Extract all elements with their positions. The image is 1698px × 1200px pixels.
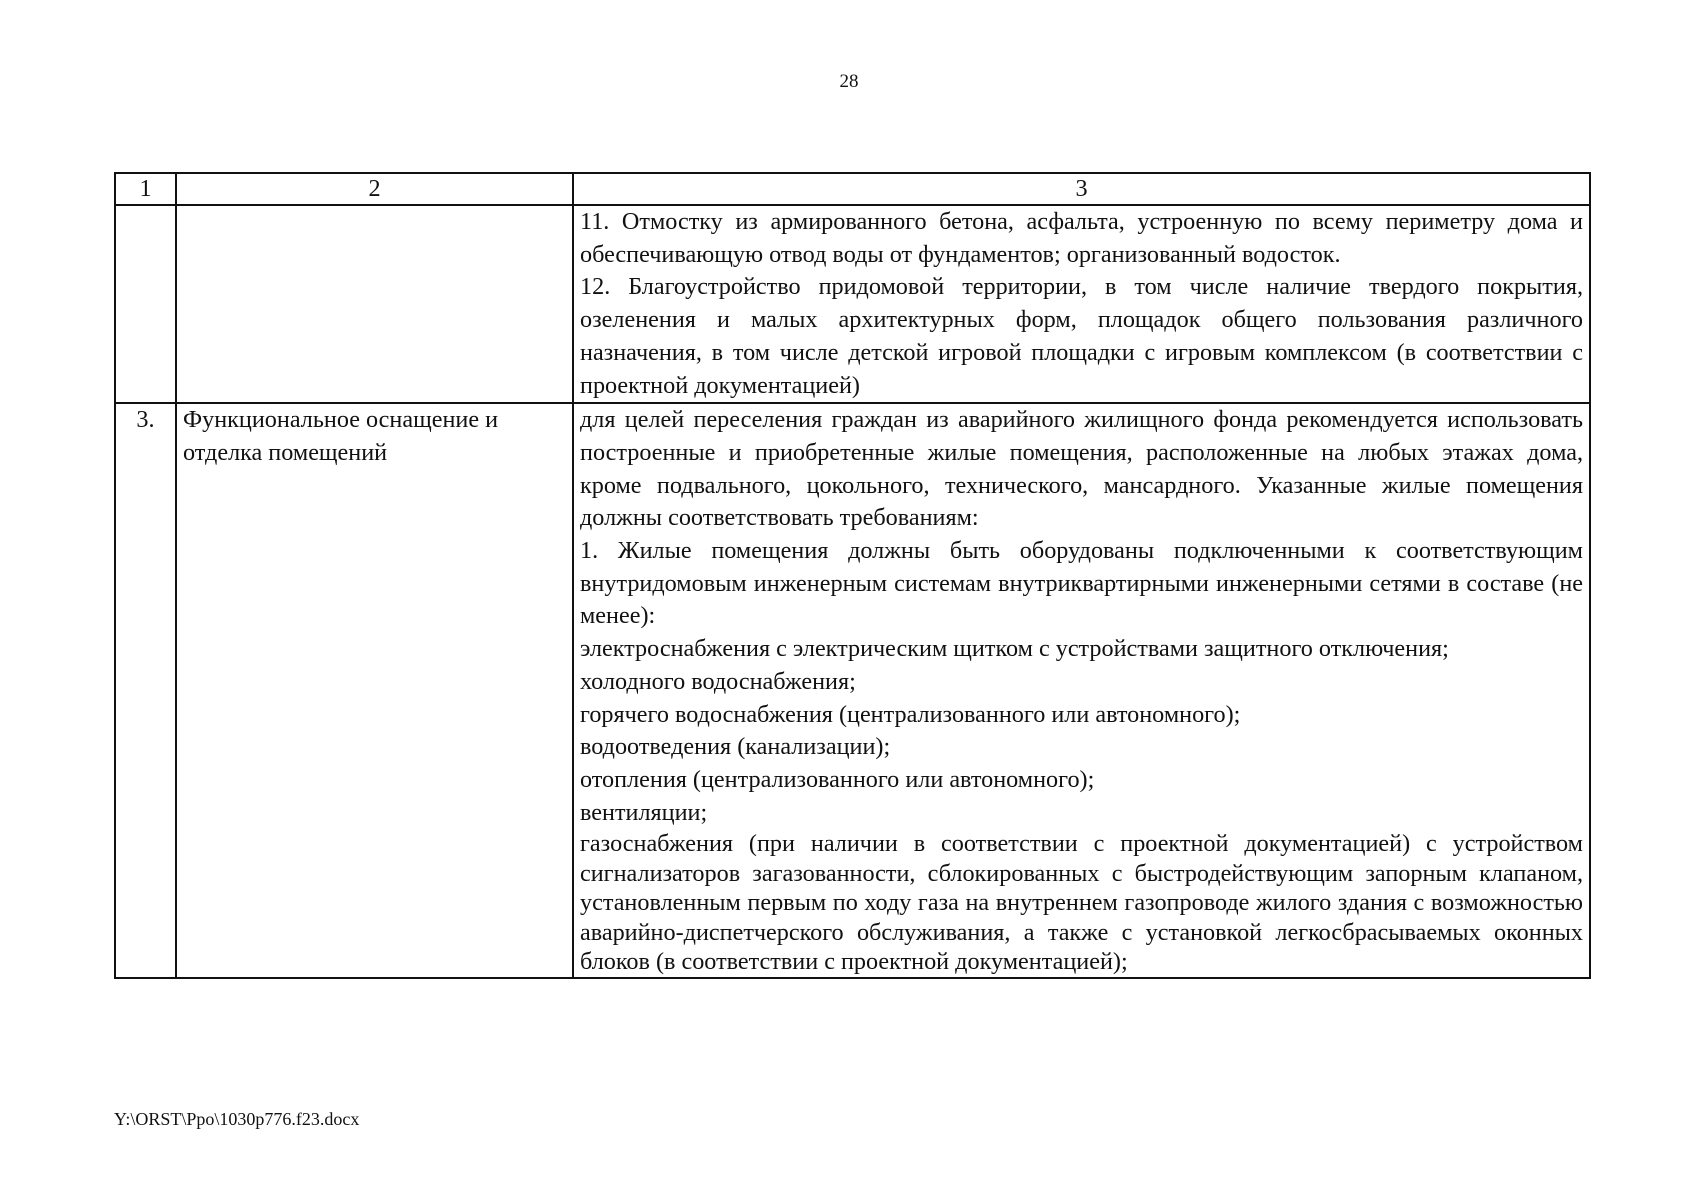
content-paragraph: электроснабжения с электрическим щитком с устройствами защитного отключения; xyxy=(580,635,1449,663)
row-number-cell xyxy=(115,205,176,403)
content-paragraph: холодного водоснабжения; xyxy=(580,667,856,695)
row-content-cell xyxy=(573,403,1590,978)
content-paragraph: 1. Жилые помещения должны быть оборудованы подключенными к соответствующим внутридомовым инженерным системам внутриквартирными инженерными сетями в составе (не менее): xyxy=(580,537,1583,630)
table-row xyxy=(115,403,1590,978)
content-paragraph: горячего водоснабжения (централизованного или автономного); xyxy=(580,700,1241,728)
table-row xyxy=(115,205,1590,403)
content-paragraph: отопления (централизованного или автономного); xyxy=(580,765,1095,793)
column-header-1: 1 xyxy=(115,173,176,205)
row-number-cell: 3. xyxy=(115,403,176,978)
document-table xyxy=(114,172,1591,979)
table-header-row xyxy=(115,173,1590,205)
content-paragraph: для целей переселения граждан из аварийного жилищного фонда рекомендуется использовать построенные и приобретенные жилые помещения, расположенные на любых этажах дома, кроме подвального, цокольного, технического, мансардного. Указанные жилые помещения должны соответствовать требованиям: xyxy=(580,406,1583,532)
page-number: 28 xyxy=(839,71,859,92)
column-header-3: 3 xyxy=(573,173,1590,205)
footer-file-path: Y:\ORST\Ppo\1030p776.f23.docx xyxy=(114,1109,360,1129)
content-paragraph: 11. Отмостку из армированного бетона, асфальта, устроенную по всему периметру дома и обеспечивающую отвод воды от фундаментов; организованный водосток. xyxy=(580,208,1583,268)
content-paragraph: 12. Благоустройство придомовой территории, в том числе наличие твердого покрытия, озеленения и малых архитектурных форм, площадок общего пользования различного назначения, в том числе детской игровой площадки с игровым комплексом (в соответствии с проектной документацией) xyxy=(580,273,1583,399)
content-paragraph: газоснабжения (при наличии в соответствии с проектной документацией) с устройством сигнализаторов загазованности, сблокированных с быстродействующим запорным клапаном, установленным первым по ходу газа на внутреннем газопроводе жилого здания с возможностью аварийно-диспетчерского обслуживания, а также с установкой легкосбрасываемых оконных блоков (в соответствии с проектной документацией); xyxy=(580,830,1583,976)
row-name-cell: Функциональное оснащение и отделка помещений xyxy=(176,403,573,978)
content-paragraph: вентиляции; xyxy=(580,798,708,826)
content-paragraph: водоотведения (канализации); xyxy=(580,733,891,761)
row-content-cell xyxy=(573,205,1590,403)
row-name-cell xyxy=(176,205,573,403)
column-header-2: 2 xyxy=(176,173,573,205)
